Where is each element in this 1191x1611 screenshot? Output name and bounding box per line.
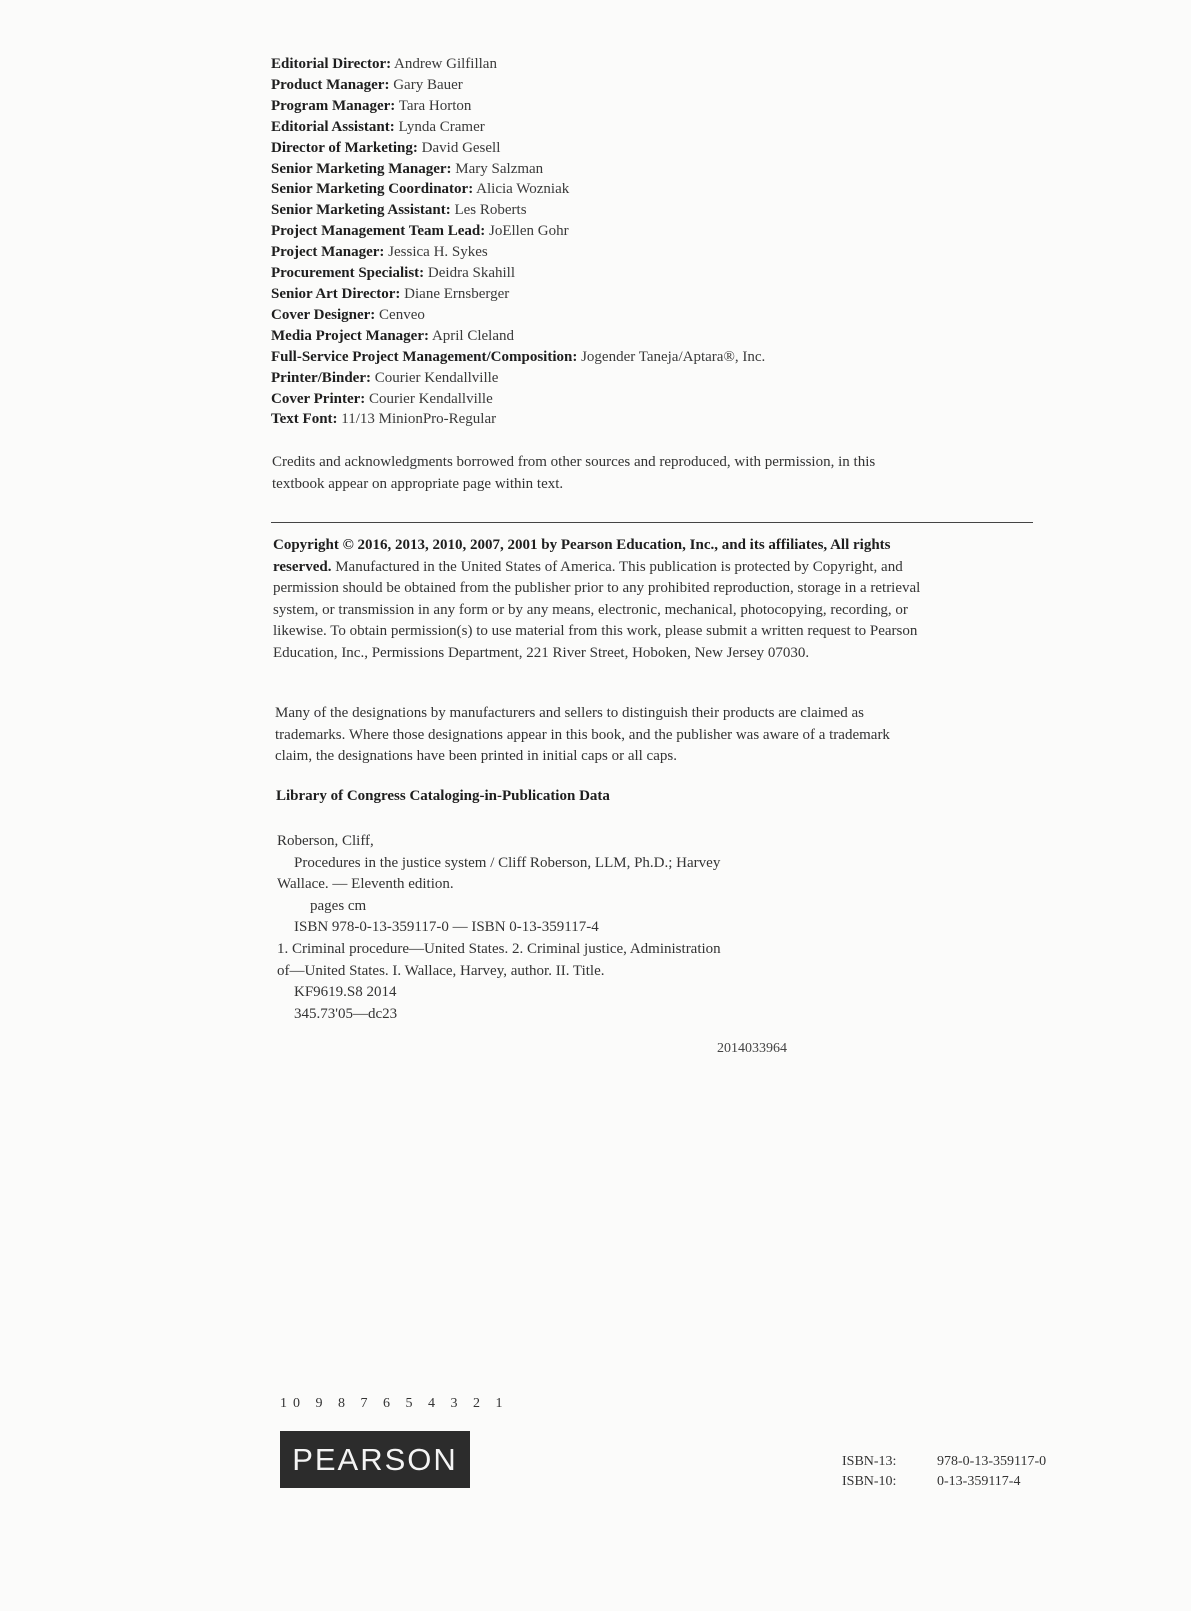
cip-line: KF9619.S8 2014 [294, 984, 397, 1001]
credit-name: Jessica H. Sykes [388, 244, 488, 261]
isbn-13-row [842, 1452, 1046, 1472]
credit-role: Director of Marketing: [271, 139, 418, 156]
credit-name: 11/13 MinionPro-Regular [341, 411, 497, 428]
credit-role: Cover Designer: [271, 306, 376, 323]
credit-line [271, 159, 765, 180]
credit-line [271, 409, 765, 430]
credit-role: Media Project Manager: [271, 327, 429, 344]
credit-line [271, 96, 765, 117]
credit-role: Printer/Binder: [271, 369, 371, 386]
credit-line [271, 138, 765, 159]
credit-line [271, 75, 765, 96]
acknowledgments-note: Credits and acknowledgments borrowed from other sources and reproduced, with permission, in this textbook appear on appropriate page within text. [272, 454, 876, 492]
divider-rule [271, 522, 1033, 523]
credit-line [271, 54, 765, 75]
print-line: 10 9 8 7 6 5 4 3 2 1 [280, 1396, 509, 1411]
cip-line: Wallace. — Eleventh edition. [277, 876, 454, 893]
cip-line: Roberson, Cliff, [277, 833, 374, 849]
credit-name: Courier Kendallville [369, 390, 493, 407]
cip-line: pages cm [310, 897, 367, 914]
credit-role: Senior Marketing Coordinator: [271, 181, 474, 198]
credit-role: Procurement Specialist: [271, 265, 425, 282]
credit-name: Les Roberts [454, 202, 527, 219]
credit-name: David Gesell [421, 139, 501, 156]
cip-data-block [277, 831, 837, 1025]
credit-name: Gary Bauer [393, 76, 463, 93]
isbn-13-value: 978-0-13-359117-0 [937, 1454, 1047, 1469]
credit-role: Full-Service Project Management/Composition: [271, 348, 578, 365]
credits-list [271, 54, 765, 430]
credit-name: Andrew Gilfillan [394, 56, 497, 72]
pearson-logo [280, 1431, 470, 1488]
cip-line: of—United States. I. Wallace, Harvey, author. II. Title. [277, 962, 605, 979]
credit-line [271, 221, 765, 242]
credit-role: Project Manager: [271, 244, 385, 261]
logo-wordmark: PEARSON [292, 1441, 458, 1477]
credit-name: Mary Salzman [455, 160, 544, 177]
lccn-number: 2014033964 [717, 1041, 787, 1056]
credit-name: April Cleland [431, 327, 515, 344]
credit-role: Product Manager: [271, 76, 390, 93]
credit-role: Senior Marketing Assistant: [271, 202, 451, 219]
isbn-10-label: ISBN-10: [842, 1474, 897, 1489]
cip-line: 1. Criminal procedure—United States. 2. Criminal justice, Administration [277, 940, 721, 957]
cip-line: ISBN 978-0-13-359117-0 — ISBN 0-13-359117-4 [294, 919, 599, 936]
credit-role: Project Management Team Lead: [271, 223, 486, 240]
credit-role: Senior Art Director: [271, 285, 401, 302]
credit-role: Program Manager: [271, 97, 396, 114]
credit-name: Jogender Taneja/Aptara®, Inc. [581, 348, 766, 365]
credit-name: Courier Kendallville [374, 369, 499, 386]
credit-name: Diane Ernsberger [404, 285, 510, 302]
copyright-lead: Copyright © 2016, 2013, 2010, 2007, 2001 by Pearson Education, Inc., and its affiliates, All rights reserved. [273, 537, 891, 575]
credit-line [271, 284, 765, 305]
cip-line: 345.73'05—dc23 [294, 1005, 398, 1022]
copyright-notice [273, 535, 923, 664]
credit-role: Editorial Assistant: [271, 118, 395, 135]
copyright-body: Manufactured in the United States of America. This publication is protected by Copyright, and permission should be obtained from the publisher prior to any prohibited reproduction, storage in a retrieval system, or transmission in any form or by any means, electronic, mechanical, photocopying, recording, or likewise. To obtain permission(s) to use material from this work, please submit a written request to Pearson Education, Inc., Permissions Department, 221 River Street, Hoboken, New Jersey 07030. [273, 558, 921, 661]
credit-name: Alicia Wozniak [476, 181, 570, 198]
credit-line [271, 242, 765, 263]
credit-role: Senior Marketing Manager: [271, 160, 452, 177]
credit-line [271, 326, 765, 347]
credit-line [271, 179, 765, 200]
credit-line [271, 263, 765, 284]
credit-line [271, 200, 765, 221]
credit-line [271, 347, 765, 368]
isbn-block [842, 1452, 1046, 1492]
credit-line [271, 368, 765, 389]
cip-heading: Library of Congress Cataloging-in-Publication Data [276, 788, 610, 804]
credit-name: Cenveo [379, 306, 425, 323]
credit-name: JoEllen Gohr [489, 223, 569, 240]
credit-line [271, 117, 765, 138]
credit-role: Cover Printer: [271, 390, 366, 407]
isbn-10-row [842, 1472, 1046, 1492]
credit-role: Editorial Director: [271, 56, 392, 72]
credit-name: Deidra Skahill [427, 265, 515, 282]
cip-line: Procedures in the justice system / Cliff Roberson, LLM, Ph.D.; Harvey [294, 854, 721, 871]
isbn-10-value: 0-13-359117-4 [937, 1474, 1021, 1489]
credit-name: Lynda Cramer [398, 118, 485, 135]
credit-line [271, 305, 765, 326]
credit-role: Text Font: [271, 411, 338, 428]
credit-line [271, 389, 765, 410]
credit-name: Tara Horton [398, 97, 472, 114]
trademarks-notice: Many of the designations by manufacturers and sellers to distinguish their products are claimed as trademarks. Where those designations appear in this book, and the publisher was aware of a trademark claim, the designations have been printed in initial caps or all caps. [275, 705, 890, 764]
isbn-13-label: ISBN-13: [842, 1454, 897, 1469]
